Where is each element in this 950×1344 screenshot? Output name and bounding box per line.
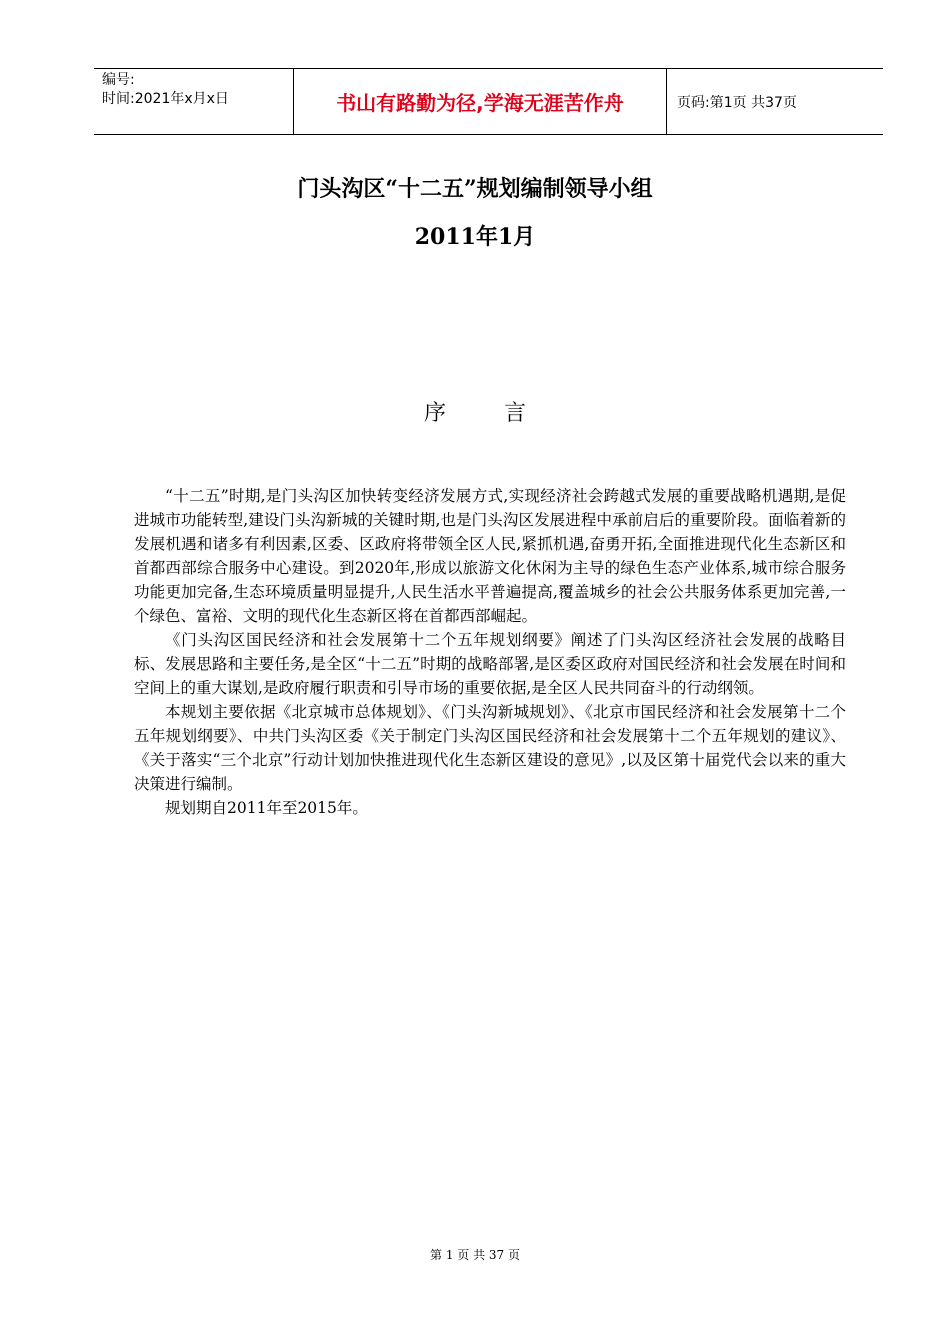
header-meta — [94, 69, 294, 134]
paragraph: 本规划主要依据《北京城市总体规划》、《门头沟新城规划》、《北京市国民经济和社会发展第十二个五年规划纲要》、中共门头沟区委《关于制定门头沟区国民经济和社会发展第十二个五年规划的建议》、《关于落实“三个北京”行动计划加快推进现代化生态新区建设的意见》,以及区第十届党代会以来的重大决策进行编制。 — [134, 703, 846, 793]
page-footer: 第 1 页 共 37 页 — [430, 1248, 520, 1262]
section-title: 序言 — [423, 401, 584, 426]
header-motto: 书山有路勤为径,学海无涯苦作舟 — [294, 69, 667, 134]
paragraph: 规划期自2011年至2015年。 — [165, 799, 368, 817]
document-title: 门头沟区“十二五”规划编制领导小组 — [297, 176, 653, 202]
document-date: 2011年1月 — [414, 224, 536, 250]
number-label: 编号: — [102, 72, 135, 88]
page-header — [94, 68, 883, 135]
paragraph: 《门头沟区国民经济和社会发展第十二个五年规划纲要》阐述了门头沟区经济社会发展的战略目标、发展思路和主要任务,是全区“十二五”时期的战略部署,是区委区政府对国民经济和社会发展在时间和空间上的重大谋划,是政府履行职责和引导市场的重要依据,是全区人民共同奋斗的行动纲领。 — [134, 631, 846, 697]
time-label: 时间:2021年x月x日 — [102, 91, 229, 107]
body-text — [134, 484, 846, 820]
header-page-info: 页码:第1页 共37页 — [677, 94, 797, 111]
paragraph: “十二五”时期,是门头沟区加快转变经济发展方式,实现经济社会跨越式发展的重要战略机遇期,是促进城市功能转型,建设门头沟新城的关键时期,也是门头沟区发展进程中承前启后的重要阶段。面临着新的发展机遇和诸多有利因素,区委、区政府将带领全区人民,紧抓机遇,奋勇开拓,全面推进现代化生态新区和首都西部综合服务中心建设。到2020年,形成以旅游文化休闲为主导的绿色生态产业体系,城市综合服务功能更加完备,生态环境质量明显提升,人民生活水平普遍提高,覆盖城乡的社会公共服务体系更加完善,一个绿色、富裕、文明的现代化生态新区将在首都西部崛起。 — [134, 487, 846, 625]
